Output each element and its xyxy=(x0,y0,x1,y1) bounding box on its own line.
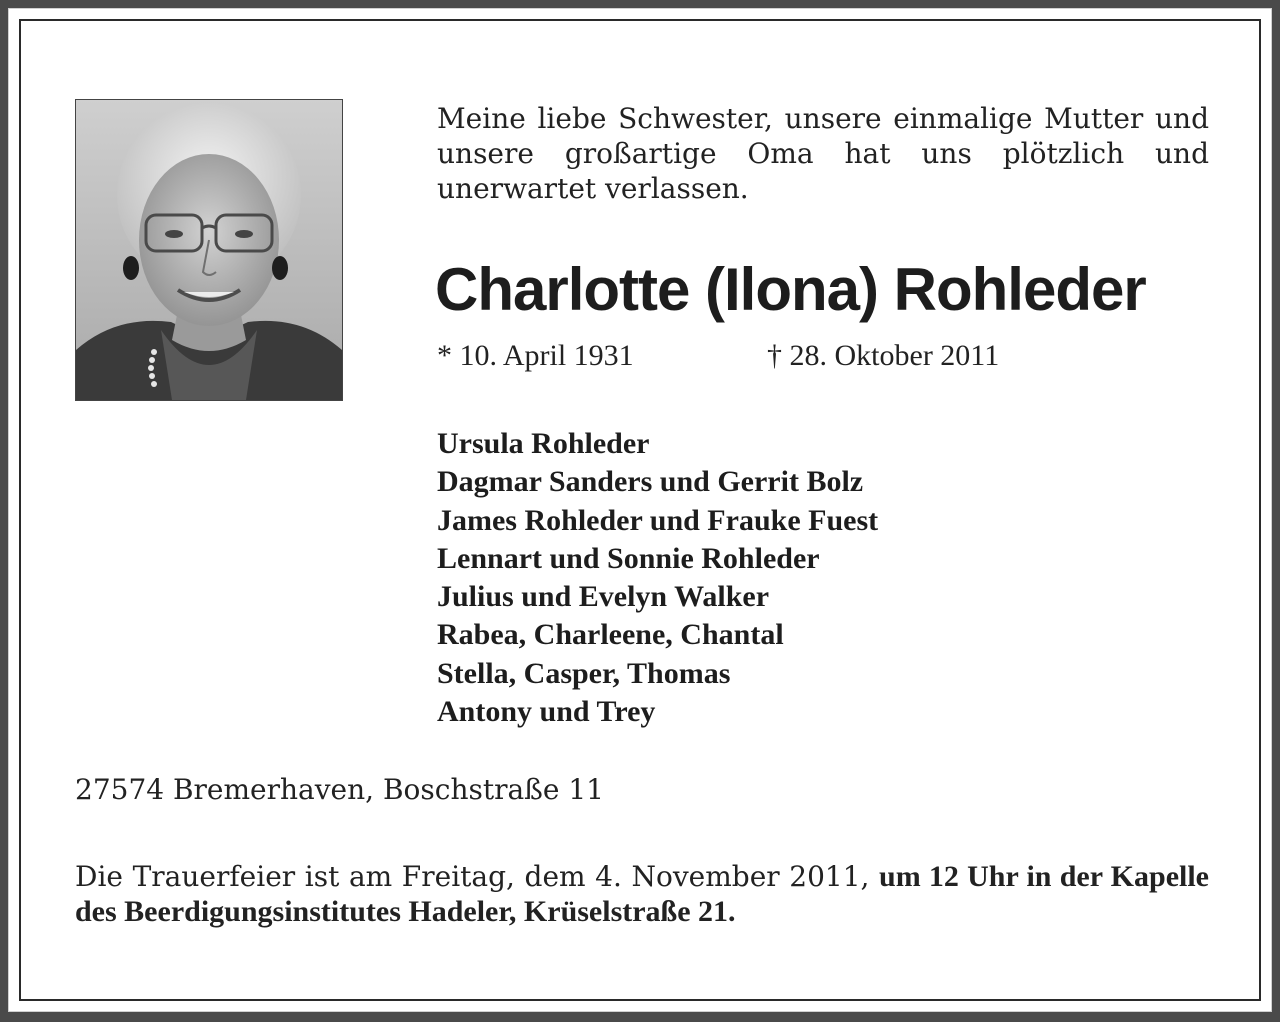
survivors-list xyxy=(437,425,878,731)
notice-frame xyxy=(19,19,1261,1001)
survivor-name: Julius und Evelyn Walker xyxy=(437,580,770,614)
survivor-name: James Rohleder und Frauke Fuest xyxy=(437,503,879,537)
survivor-name: Rabea, Charleene, Chantal xyxy=(437,618,784,652)
birth-date: * 10. April 1931 xyxy=(437,339,634,372)
family-address: 27574 Bremerhaven, Boschstraße 11 xyxy=(75,773,604,806)
survivor-name: Antony und Trey xyxy=(437,695,656,729)
funeral-location-text: um 12 Uhr in der Kapelle des Beerdigungsinstitutes Hadeler, Krüselstraße 21. xyxy=(75,860,1209,928)
notice-background xyxy=(8,8,1272,1012)
deceased-name: Charlotte (Ilona) Rohleder xyxy=(435,256,1146,323)
survivor-name: Lennart und Sonnie Rohleder xyxy=(437,541,820,575)
survivor-name: Ursula Rohleder xyxy=(437,427,650,460)
death-date: † 28. Oktober 2011 xyxy=(767,339,1000,372)
funeral-date-text: Die Trauerfeier ist am Freitag, dem 4. November 2011, xyxy=(75,860,880,893)
portrait-photo xyxy=(75,99,343,401)
survivor-name: Dagmar Sanders und Gerrit Bolz xyxy=(437,465,864,499)
portrait-image xyxy=(76,100,342,400)
survivor-name: Stella, Casper, Thomas xyxy=(437,656,731,690)
intro-text: Meine liebe Schwester, unsere einmalige Mutter und unsere großartige Oma hat uns plötzlich und unerwartet verlassen. xyxy=(437,102,1209,205)
life-dates xyxy=(437,339,999,373)
funeral-info xyxy=(75,859,1209,929)
